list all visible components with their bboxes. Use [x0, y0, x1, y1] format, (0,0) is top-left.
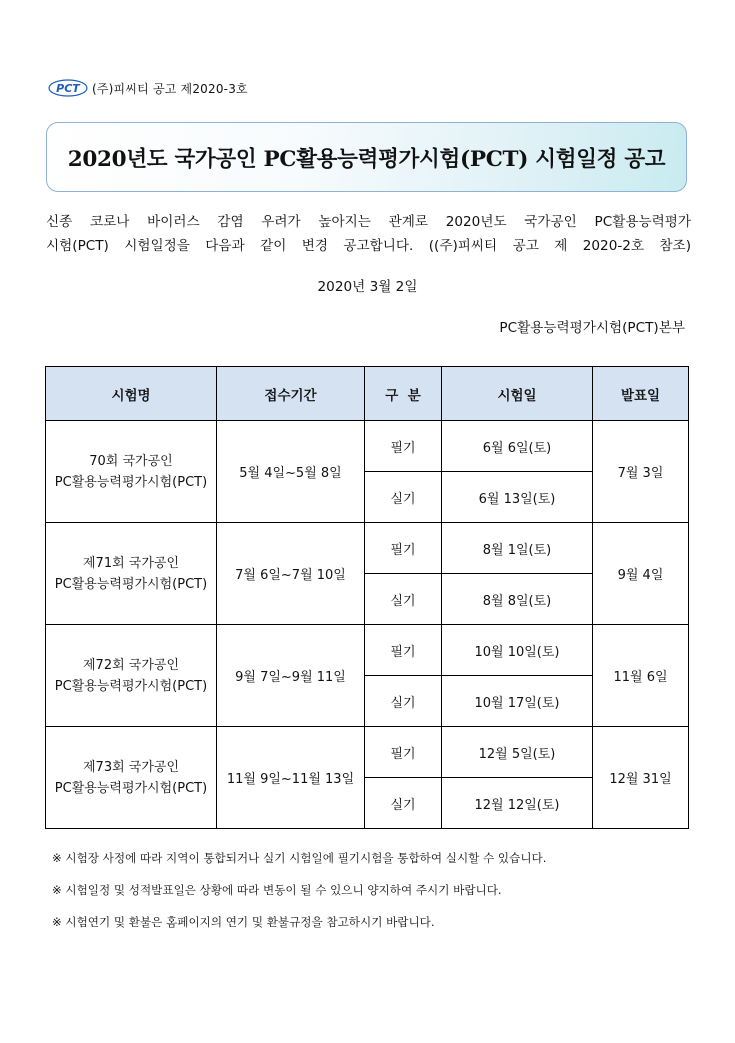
category-cell: 필기: [365, 421, 442, 472]
registration-period: 5월 4일~5월 8일: [217, 421, 365, 523]
header-category: 구 분: [365, 367, 442, 421]
category-cell: 필기: [365, 727, 442, 778]
exam-date-cell: 10월 10일(토): [442, 625, 593, 676]
exam-name-cell: [46, 421, 217, 523]
announce-date-cell: 7월 3일: [593, 421, 689, 523]
intro-line: 시험(PCT) 시험일정을 다음과 같이 변경 공고합니다. ((주)피씨티 공고 제 2020-2호 참조): [46, 238, 691, 254]
registration-period: 9월 7일~9월 11일: [217, 625, 365, 727]
exam-date-cell: 8월 8일(토): [442, 574, 593, 625]
note-item: ※ 시험장 사정에 따라 지역이 통합되거나 실기 시험일에 필기시험을 통합하여 실시할 수 있습니다.: [52, 851, 547, 865]
organization-name: PC활용능력평가시험(PCT)본부: [499, 320, 685, 336]
category-cell: 실기: [365, 676, 442, 727]
header-exam-name: 시험명: [46, 367, 217, 421]
exam-date-cell: 10월 17일(토): [442, 676, 593, 727]
table-row: [46, 727, 689, 778]
exam-round: 70회 국가공인: [89, 453, 173, 469]
announcement-date: 2020년 3월 2일: [317, 279, 418, 295]
header-exam-date: 시험일: [442, 367, 593, 421]
notice-number: (주)피씨티 공고 제2020-3호: [92, 81, 248, 96]
exam-date-cell: 12월 12일(토): [442, 778, 593, 829]
registration-period: 7월 6일~7월 10일: [217, 523, 365, 625]
exam-date-cell: 6월 6일(토): [442, 421, 593, 472]
exam-date-cell: 8월 1일(토): [442, 523, 593, 574]
category-cell: 실기: [365, 778, 442, 829]
header-registration-period: 접수기간: [217, 367, 365, 421]
category-cell: 실기: [365, 574, 442, 625]
exam-date-cell: 6월 13일(토): [442, 472, 593, 523]
category-cell: 필기: [365, 625, 442, 676]
exam-name-cell: [46, 523, 217, 625]
table-row: [46, 625, 689, 676]
announce-date-cell: 9월 4일: [593, 523, 689, 625]
announce-date-cell: 11월 6일: [593, 625, 689, 727]
table-row: [46, 523, 689, 574]
note-item: ※ 시험일정 및 성적발표일은 상황에 따라 변동이 될 수 있으니 양지하여 주시기 바랍니다.: [52, 883, 502, 897]
table-row: [46, 421, 689, 472]
notice-header: [48, 79, 248, 97]
exam-round: 제73회 국가공인: [82, 759, 180, 775]
exam-name-cell: [46, 727, 217, 829]
exam-round: 제72회 국가공인: [82, 657, 180, 673]
title-box: [46, 122, 687, 192]
pct-logo: [48, 79, 88, 97]
category-cell: 실기: [365, 472, 442, 523]
note-item: ※ 시험연기 및 환불은 홈페이지의 연기 및 환불규정을 참고하시기 바랍니다.: [52, 915, 435, 929]
table-header-row: [46, 367, 689, 421]
exam-round: 제71회 국가공인: [82, 555, 180, 571]
exam-date-cell: 12월 5일(토): [442, 727, 593, 778]
announce-date-cell: 12월 31일: [593, 727, 689, 829]
category-cell: 필기: [365, 523, 442, 574]
intro-paragraph: [46, 210, 691, 258]
schedule-table: [45, 366, 689, 829]
intro-line: 신종 코로나 바이러스 감염 우려가 높아지는 관계로 2020년도 국가공인 PC활용능력평가: [46, 214, 691, 230]
page-title: 2020년도 국가공인 PC활용능력평가시험(PCT) 시험일정 공고: [67, 146, 666, 172]
exam-title: PC활용능력평가시험(PCT): [54, 780, 208, 796]
exam-title: PC활용능력평가시험(PCT): [54, 576, 208, 592]
exam-title: PC활용능력평가시험(PCT): [54, 678, 208, 694]
registration-period: 11월 9일~11월 13일: [217, 727, 365, 829]
notes-list: [52, 850, 546, 946]
header-announce-date: 발표일: [593, 367, 689, 421]
exam-title: PC활용능력평가시험(PCT): [54, 474, 208, 490]
exam-name-cell: [46, 625, 217, 727]
svg-text:PCT: PCT: [56, 82, 80, 95]
